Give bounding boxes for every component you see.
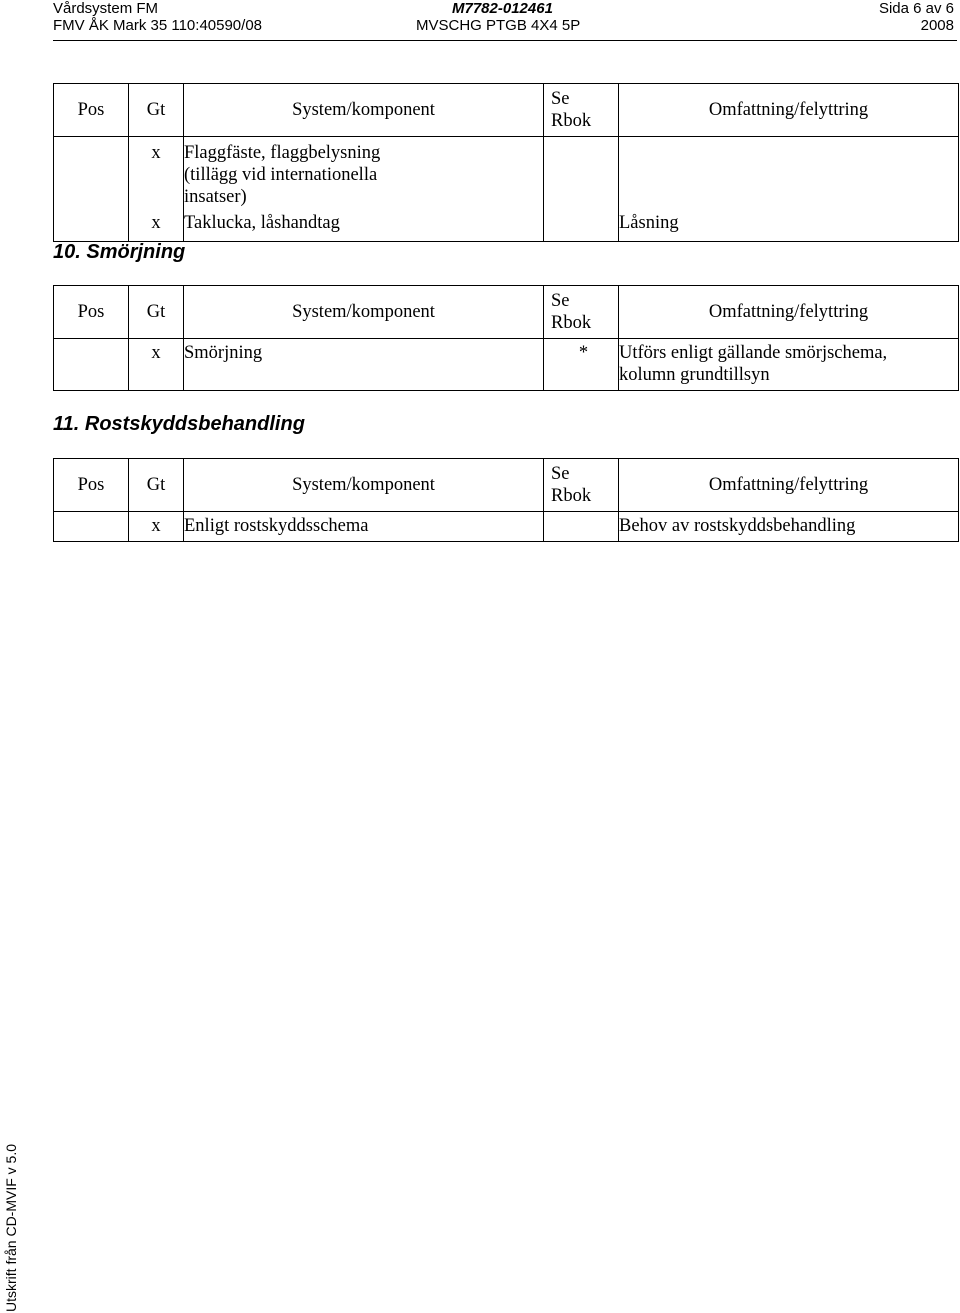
maintenance-table-1 — [53, 83, 959, 242]
table-row — [54, 512, 959, 542]
column-header-rbok: Rbok — [551, 313, 592, 333]
column-header-system: System/komponent — [184, 286, 544, 339]
table-header-row — [54, 459, 959, 512]
header-year: 2008 — [920, 17, 954, 34]
section-title-rostskydd: 11. Rostskyddsbehandling — [53, 413, 305, 435]
cell-pos — [54, 512, 129, 542]
header-reference: FMV ÅK Mark 35 110:40590/08 — [53, 17, 263, 34]
cell-omfattning: Låsning — [619, 208, 959, 241]
column-header-pos: Pos — [54, 459, 129, 512]
cell-system: Flaggfäste, flaggbelysning (tillägg vid internationella insatser) — [184, 137, 544, 209]
table-row — [54, 137, 959, 209]
section-title-smorjning: 10. Smörjning — [53, 241, 186, 263]
column-header-gt: Gt — [129, 84, 184, 137]
column-header-se-rbok — [544, 286, 619, 339]
column-header-omfattning: Omfattning/felyttring — [619, 84, 959, 137]
column-header-pos: Pos — [54, 84, 129, 137]
column-header-se-rbok — [544, 459, 619, 512]
cell-omfattning: Utförs enligt gällande smörjschema, kolumn grundtillsyn — [619, 339, 959, 391]
column-header-omfattning: Omfattning/felyttring — [619, 459, 959, 512]
header-system-name: Vårdsystem FM — [53, 0, 159, 17]
cell-system: Taklucka, låshandtag — [184, 208, 544, 241]
column-header-pos: Pos — [54, 286, 129, 339]
column-header-gt: Gt — [129, 459, 184, 512]
maintenance-table-rostskydd — [53, 458, 959, 542]
cell-pos — [54, 208, 129, 241]
cell-omfattning: Behov av rostskyddsbehandling — [619, 512, 959, 542]
cell-se — [544, 208, 619, 241]
column-header-gt: Gt — [129, 286, 184, 339]
cell-pos — [54, 137, 129, 209]
cell-se: * — [544, 339, 619, 391]
cell-system: Enligt rostskyddsschema — [184, 512, 544, 542]
table-row — [54, 339, 959, 391]
cell-se — [544, 137, 619, 209]
cell-pos — [54, 339, 129, 391]
column-header-se: Se — [551, 291, 570, 311]
cell-se — [544, 512, 619, 542]
maintenance-table-smorjning — [53, 285, 959, 391]
header-page-number: Sida 6 av 6 — [878, 0, 954, 17]
column-header-system: System/komponent — [184, 84, 544, 137]
cell-gt: x — [129, 137, 184, 209]
print-source-note: Utskrift från CD-MVIF v 5.0 — [3, 1143, 19, 1312]
column-header-rbok: Rbok — [551, 486, 592, 506]
column-header-rbok: Rbok — [551, 111, 592, 131]
cell-system: Smörjning — [184, 339, 544, 391]
column-header-se-rbok — [544, 84, 619, 137]
cell-gt: x — [129, 339, 184, 391]
header-divider — [53, 40, 957, 41]
table-header-row — [54, 286, 959, 339]
header-document-number: M7782-012461 — [452, 0, 553, 17]
cell-gt: x — [129, 208, 184, 241]
column-header-se: Se — [551, 89, 570, 109]
table-header-row — [54, 84, 959, 137]
column-header-se: Se — [551, 464, 570, 484]
cell-gt: x — [129, 512, 184, 542]
table-row — [54, 208, 959, 241]
cell-omfattning — [619, 137, 959, 209]
header-vehicle-code: MVSCHG PTGB 4X4 5P — [416, 17, 581, 34]
column-header-system: System/komponent — [184, 459, 544, 512]
column-header-omfattning: Omfattning/felyttring — [619, 286, 959, 339]
